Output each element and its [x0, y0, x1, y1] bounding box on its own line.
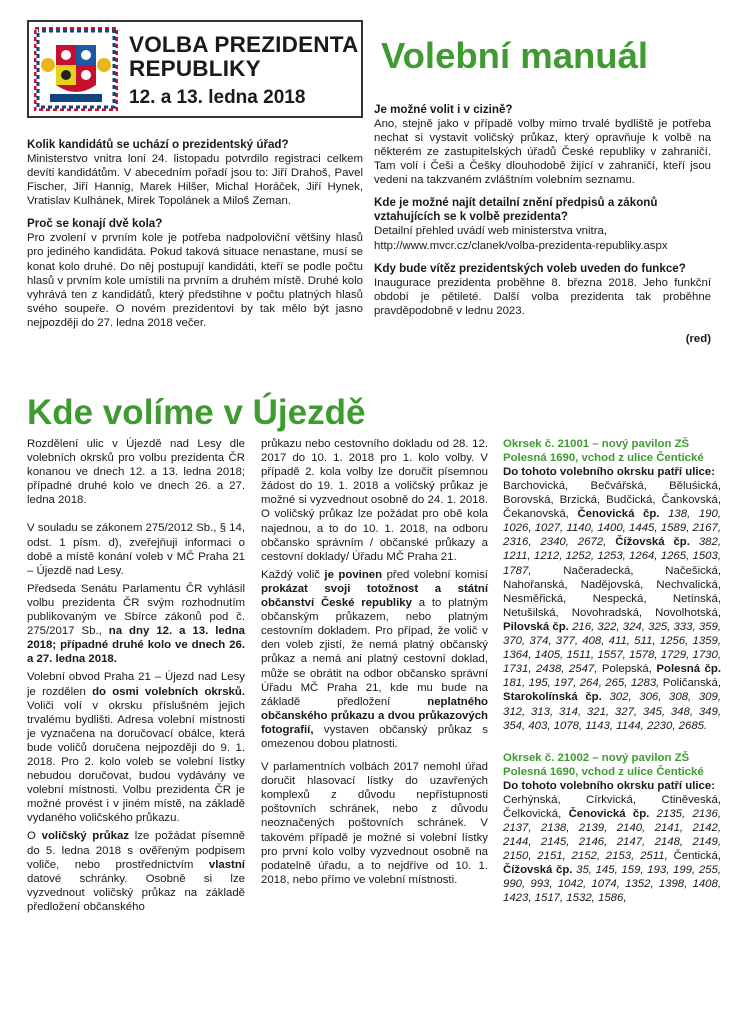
voter-card-paragraph	[27, 829, 245, 914]
d1-starokolinska: Starokolínská čp.	[503, 691, 602, 704]
district-21002-intro: Do tohoto volebního okrsku patří ulice:	[503, 779, 716, 792]
d2-cenovicka: Čenovická čp.	[568, 807, 650, 820]
senate-paragraph	[27, 582, 245, 667]
d1-cenovicka-nums: 138, 190, 1026, 1027, 1140, 1400, 1445, 1589, 2167, 2316, 2340, 2672,	[503, 508, 721, 549]
district-21002-streets	[503, 793, 721, 906]
districts-paragraph	[27, 670, 245, 825]
d1-pilovska-nums: 216, 322, 324, 325, 333, 359, 370, 374, 377, 408, 411, 511, 1256, 1359, 1364, 1405, 1511, 1557, 1578, 1729, 1730, 1731, 2438, 2547,	[503, 620, 721, 676]
district-21001-intro: Do tohoto volebního okrsku patří ulice:	[503, 466, 716, 478]
manual-heading: Volební manuál	[381, 35, 649, 76]
d2-cizovska-nums: 35, 145, 159, 193, 199, 255, 990, 993, 1042, 1074, 1352, 1398, 1408, 1423, 1517, 1532, 1586,	[503, 864, 721, 905]
answer-abroad: Ano, stejně jako v případě volby mimo trvalé bydliště je potřeba nechat si vystavit voličský průkaz, který opravňuje k volbě na některém ze zastupitelských úřadů České republiky v zahraničí. Tam volí i Češi a Češky dlouhodobě žijící v zahraničí, kteří jsou vedeni na takzvaném zvláštním volebním seznamu.	[374, 118, 711, 187]
author-signature: (red)	[685, 332, 711, 345]
d1-starokolinska-nums: 302, 306, 308, 309, 312, 313, 314, 321, 327, 345, 348, 349, 354, 403, 1078, 1143, 1144, 2230, 2685.	[503, 691, 721, 732]
d1-polepska: Polepská,	[601, 663, 652, 676]
district-21001-title: Okrsek č. 21001 – nový pavilon ZŠ Polesná 1690, vchod z ulice Čentické	[503, 438, 704, 464]
voter-card-continued: průkazu nebo cestovního dokladu od 28. 12. 2017 do 10. 1. 2018 pro 1. kolo volby. V případě 2. kola volby lze doručit písemnou žádost do 19. 1. 2018 a voličský průkaz je možné si vyzvednout osobně do 24. 1. 2018. O voličský průkaz lze požádat pro obě kola najednou, a to do 10. 1. 2018, na odboru občansko správním / občanské průkazy a cestovní doklady/ Úřadu MČ Praha 21.	[261, 438, 488, 563]
ballots-paragraph: V parlamentních volbách 2017 nemohl úřad doručit hlasovací lístky do uzavřených komplexů z důvodu nepřístupnosti poštovních schránek, nebo z důvodu neoznačených poštovních schránek. V takovém případě je možné si volební lístky pro první kolo volby vyzvednout osobně na podatelně úřadu, a to nejdříve od 10. 1. 2018, nebo přímo ve volební místnosti.	[261, 761, 488, 886]
question-candidates: Kolik kandidátů se uchází o prezidentský úřad?	[27, 138, 289, 151]
senate-text: Předseda Senátu Parlamentu ČR vyhlásil volbu prezidenta ČR svým rozhodnutím publikovaným ve Sbírce zákonů pod č. 275/2017 Sb.,	[27, 582, 245, 638]
d1-polesna: Polesná čp.	[656, 663, 722, 676]
d1-streets-2: Načeradecká, Načešická, Nahořanská, Nadějovská, Nechvalická, Nesměřická, Nespecká, Netínská, Netušilská, Novohradská, Novolhotská,	[503, 564, 721, 619]
mvcr-link[interactable]: http://www.mvcr.cz/clanek/volba-prezidenta-republiky.aspx	[374, 239, 668, 252]
voter-card-b: voličský průkaz	[41, 830, 130, 843]
district-21001-streets	[503, 479, 721, 733]
identity-paragraph	[261, 568, 488, 751]
ujezd-column-3	[503, 437, 721, 905]
district-21002-title: Okrsek č. 21002 – nový pavilon ZŠ Polesná 1690, vchod z ulice Čentické	[503, 751, 704, 778]
d2-cenovicka-nums: 2135, 2136, 2137, 2138, 2139, 2140, 2141, 2142, 2144, 2145, 2146, 2147, 2148, 2149, 2150, 2151, 2152, 2153, 2511,	[503, 807, 721, 863]
districts-text-a: Volební obvod Praha 21 – Újezd nad Lesy je rozdělen	[27, 671, 245, 698]
election-banner	[27, 20, 363, 118]
banner-date: 12. a 13. ledna 2018	[129, 87, 306, 108]
answer-inauguration: Inaugurace prezidenta proběhne 8. března 2018. Jeho funkční období je pětileté. Další volba prezidenta tak proběhne pravděpodobně v lednu 2023.	[374, 276, 711, 317]
districts-count: do osmi volebních okrsků.	[92, 685, 245, 698]
identity-g: vystaven občanský průkaz s omezenou dobou platnosti.	[261, 723, 489, 750]
intro-paragraph: Rozdělení ulic v Újezdě nad Lesy dle volebních okrsků pro volbu prezidenta ČR konanou ve dnech 12. a 13. ledna 2018; případné druhé kolo ve dnech 26. a 27. ledna 2018.	[27, 438, 245, 507]
voter-card-a: O	[27, 830, 36, 843]
ujezd-heading: Kde volíme v Újezdě	[27, 393, 366, 432]
identity-c: před volební komisí	[386, 568, 488, 581]
d1-cizovska-nums: 382, 1211, 1212, 1252, 1253, 1264, 1265, 1503, 1787,	[503, 536, 721, 577]
election-dates: na dny 12. a 13. ledna 2018; případné druhé kolo ve dnech 26. a 27. ledna 2018.	[27, 625, 246, 666]
question-rules: Kde je možné najít detailní znění předpisů a zákonů vztahujících se k volbě prezidenta?	[374, 196, 658, 224]
d2-streets-1: Cerhýnská, Církvická, Ctiněveská, Čelkovická,	[503, 793, 721, 820]
d2-cizovska: Čížovská čp.	[503, 864, 573, 877]
d1-cizovska: Čížovská čp.	[615, 536, 690, 549]
question-inauguration: Kdy bude vítěz prezidentských voleb uveden do funkce?	[374, 261, 686, 275]
identity-d: prokázat svoji totožnost a státní občanství České republiky	[261, 582, 488, 610]
question-abroad: Je možné volit i v cizině?	[374, 103, 513, 116]
voter-card-c: lze požádat písemně do 5. ledna 2018 s ověřeným podpisem voliče, nebo prostřednictvím	[27, 830, 245, 871]
d1-polesna-nums: 181, 195, 197, 264, 265, 1283,	[503, 677, 660, 690]
ujezd-column-1	[27, 437, 245, 914]
manual-left-column	[27, 138, 363, 330]
voter-card-d: vlastní	[208, 858, 245, 871]
banner-title-line2: REPUBLIKY	[129, 56, 261, 81]
identity-e: a to platným občanským průkazem, nebo platným cestovním dokladem. Pro případ, že volič v den voleb zjistí, že nemá platný občanský průkaz a nemá ani platný cestovní doklad, může se obrátit na odbor občansko správní Úřadu MČ Praha 21, kde mu bude na základě předložení	[261, 597, 488, 708]
ujezd-column-2	[261, 437, 488, 887]
d1-policanska: Poličanská,	[662, 677, 721, 690]
state-emblem-icon	[34, 27, 118, 111]
voter-card-e: datové schránky. Osobně si lze vyzvednout voličský průkaz na základě předložení občanského	[27, 872, 245, 913]
d1-cenovicka: Čenovická čp.	[577, 508, 660, 521]
d1-pilovska: Pilovská čp.	[503, 620, 569, 633]
answer-two-rounds: Pro zvolení v prvním kole je potřeba nadpoloviční většiny hlasů pro jediného kandidáta. Pokud taková situace nenastane, musí se konat kolo druhé. Do něj postupují kandidáti, kteří se podle počtu hlasů v prvním kole umístili na prvním a druhém místě. Druhé kolo vyhrává ten z kandidátů, který předstihne v počtu platných hlasů svého soupeře. O novém prezidentovi by tak mělo být jasno nejpozději do 27. ledna 2018 večer.	[27, 232, 363, 329]
question-two-rounds: Proč se konají dvě kola?	[27, 217, 163, 231]
manual-right-column	[374, 103, 711, 346]
identity-a: Každý volič	[261, 568, 320, 581]
law-paragraph: V souladu se zákonem 275/2012 Sb., § 14, odst. 1 písm. d), zveřejňuji informaci o době a místě konání voleb v MČ Praha 21 – Újezdě nad Lesy.	[27, 522, 245, 577]
answer-rules-text: Detailní přehled uvádí web ministerstva vnitra,	[374, 225, 607, 238]
d1-streets-1: Barchovická, Bečvářská, Běluśická, Borovská, Brzická, Budčická, Čankovská, Čekanovská,	[503, 480, 721, 521]
identity-f: neplatného občanského průkazu a dvou průkazových fotografií,	[261, 695, 488, 736]
answer-rules	[374, 224, 711, 252]
answer-candidates: Ministerstvo vnitra loni 24. listopadu potvrdilo registraci celkem devíti kandidátům. V abecedním pořadí jsou to: Jiří Drahoš, Pavel Fischer, Jiří Hannig, Marek Hilšer, Michal Horáček, Jiří Hynek, Vratislav Kulhánek, Mirek Topolánek a Miloš Zeman.	[27, 153, 363, 208]
districts-text-c: Voliči volí v okrsku příslušném jejich trvalému bydlišti. Adresa volební místnosti je vyznačena na doručovací obálce, která bude voličů doručena nejpozději do 9. 1. 2018. Pro 2. kolo voleb se volební lístky nebudou doručovat, budou vydávány ve volební místnosti. Volbu prezidenta ČR je možné provést i v jiném místě, na základě vydaného voličského průkazu.	[27, 699, 245, 825]
identity-b: je povinen	[324, 568, 383, 581]
banner-title-line1: VOLBA PREZIDENTA	[129, 32, 359, 57]
d2-centicka: Čentická,	[673, 850, 721, 863]
